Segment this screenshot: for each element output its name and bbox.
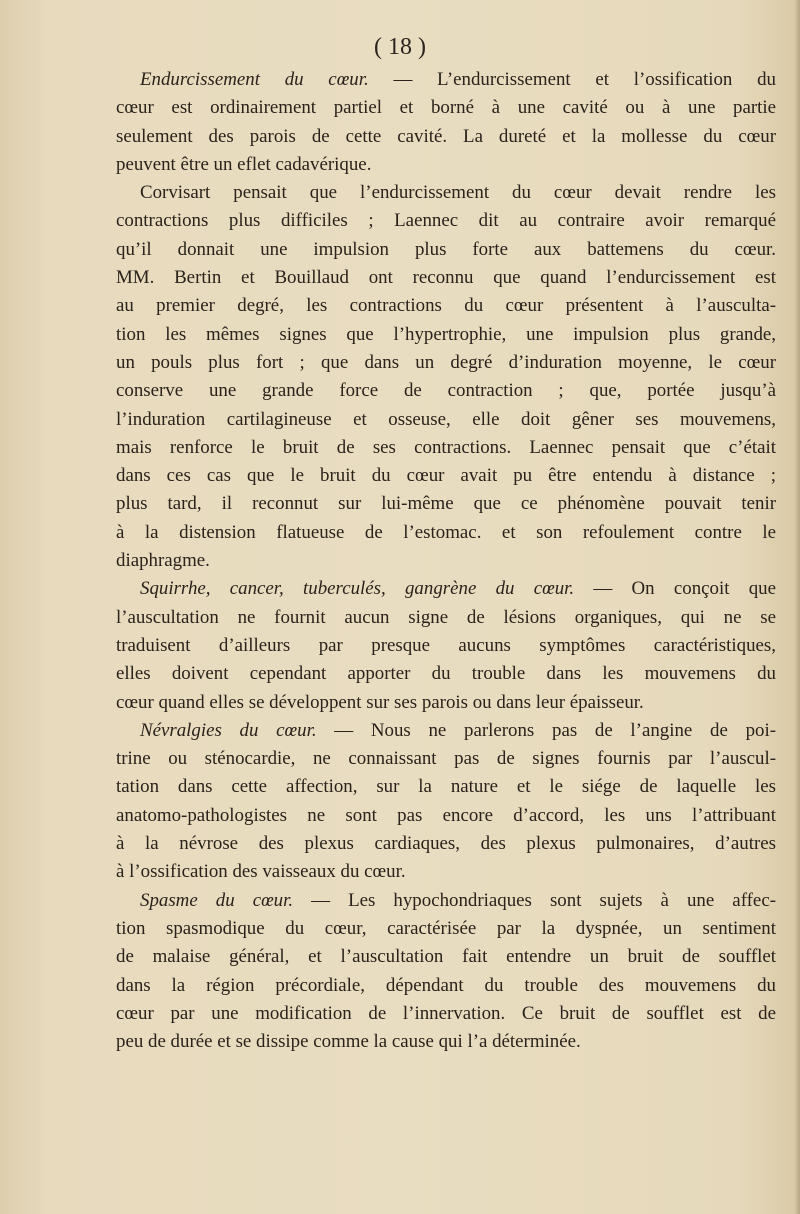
text-line <box>116 321 776 349</box>
line-text: tion spasmodique du cœur, caractérisée par la dyspnée, un sentiment <box>116 917 776 939</box>
section-heading: Spasme du cœur. <box>140 889 294 911</box>
line-text: plus tard, il reconnut sur lui-même que ce phénomène pouvait tenir <box>116 493 776 515</box>
text-line <box>116 632 776 660</box>
line-text: Corvisart pensait que l’endurcissement du cœur devait rendre les <box>140 182 776 204</box>
paragraph <box>116 179 776 575</box>
line-text: un pouls plus fort ; que dans un degré d’induration moyenne, le cœur <box>116 351 776 373</box>
line-text: de malaise général, et l’auscultation fait entendre un bruit de soufflet <box>116 946 776 968</box>
line-text: elles doivent cependant apporter du trouble dans les mouvemens du <box>116 663 776 685</box>
line-text: — On conçoit que <box>574 578 776 600</box>
text-line <box>116 462 776 490</box>
text-line <box>116 292 776 320</box>
line-text: qu’il donnait une impulsion plus forte aux battemens du cœur. <box>116 238 776 260</box>
line-text: peu de durée et se dissipe comme la cause qui l’a déterminée. <box>116 1031 581 1053</box>
line-text: conserve une grande force de contraction ; que, portée jusqu’à <box>116 380 776 402</box>
line-text: — Les hypochondriaques sont sujets à une affec- <box>293 889 776 911</box>
text-line <box>116 377 776 405</box>
line-text: cœur est ordinairement partiel et borné à une cavité ou à une partie <box>116 97 776 119</box>
text-line <box>116 858 776 886</box>
section-heading: Squirrhe, cancer, tuberculés, gangrène du cœur. <box>140 578 575 600</box>
text-line <box>116 689 776 717</box>
text-line <box>116 717 776 745</box>
text-line <box>116 434 776 462</box>
text-line <box>116 207 776 235</box>
line-text: tion les mêmes signes que l’hypertrophie, une impulsion plus grande, <box>116 323 776 345</box>
line-text: traduisent d’ailleurs par presque aucuns symptômes caractéristiques, <box>116 634 776 656</box>
text-line <box>116 406 776 434</box>
line-text: cœur quand elles se développent sur ses parois ou dans leur épaisseur. <box>116 691 644 713</box>
text-line <box>116 1000 776 1028</box>
line-text: MM. Bertin et Bouillaud ont reconnu que quand l’endurcissement est <box>116 267 776 289</box>
line-text: — L’endurcissement et l’ossification du <box>368 69 776 90</box>
text-line <box>116 887 776 915</box>
line-text: l’induration cartilagineuse et osseuse, elle doit gêner ses mouvemens, <box>116 408 776 430</box>
text-line <box>116 179 776 207</box>
line-text: dans ces cas que le bruit du cœur avait pu être entendu à distance ; <box>116 465 776 487</box>
text-line <box>116 349 776 377</box>
line-text: l’auscultation ne fournit aucun signe de lésions organiques, qui ne se <box>116 606 776 628</box>
text-line <box>116 151 776 179</box>
text-line <box>116 660 776 688</box>
paragraph <box>116 887 776 1057</box>
body-text <box>116 66 776 1056</box>
paragraph <box>116 575 776 716</box>
text-line <box>116 745 776 773</box>
section-heading: Névralgies du cœur. <box>140 719 317 741</box>
text-line <box>116 773 776 801</box>
text-line <box>116 972 776 1000</box>
paragraph <box>116 66 776 179</box>
text-line <box>116 490 776 518</box>
text-line <box>116 264 776 292</box>
line-text: seulement des parois de cette cavité. La dureté et la mollesse du cœur <box>116 125 776 147</box>
line-text: cœur par une modification de l’innervation. Ce bruit de soufflet est de <box>116 1002 776 1024</box>
text-line <box>116 915 776 943</box>
text-line <box>116 604 776 632</box>
text-line <box>116 575 776 603</box>
line-text: dans la région précordiale, dépendant du trouble des mouvemens du <box>116 974 776 996</box>
line-text: tation dans cette affection, sur la nature et le siége de laquelle les <box>116 776 776 798</box>
page-number: ( 18 ) <box>374 34 426 60</box>
text-line <box>116 802 776 830</box>
line-text: à l’ossification des vaisseaux du cœur. <box>116 861 406 883</box>
text-line <box>116 547 776 575</box>
line-text: à la névrose des plexus cardiaques, des plexus pulmonaires, d’autres <box>116 833 776 855</box>
line-text: au premier degré, les contractions du cœur présentent à l’ausculta- <box>116 295 776 317</box>
text-line <box>116 94 776 122</box>
text-line <box>116 519 776 547</box>
page-edge-shadow <box>794 0 800 1214</box>
paragraph <box>116 717 776 887</box>
line-text: à la distension flatueuse de l’estomac. et son refoulement contre le <box>116 521 776 543</box>
line-text: mais renforce le bruit de ses contractions. Laennec pensait que c’était <box>116 436 776 458</box>
line-text: peuvent être un eflet cadavérique. <box>116 153 372 175</box>
text-line <box>116 123 776 151</box>
line-text: contractions plus difficiles ; Laennec dit au contraire avoir remarqué <box>116 210 776 232</box>
text-line <box>116 830 776 858</box>
text-line <box>116 236 776 264</box>
line-text: — Nous ne parlerons pas de l’angine de poi- <box>316 719 776 741</box>
line-text: diaphragme. <box>116 550 210 572</box>
line-text: anatomo-pathologistes ne sont pas encore d’accord, les uns l’attribuant <box>116 804 776 826</box>
text-line <box>116 66 776 94</box>
section-heading: Endurcissement du cœur. <box>140 69 369 90</box>
line-text: trine ou sténocardie, ne connaissant pas de signes fournis par l’auscul- <box>116 748 776 770</box>
text-line <box>116 943 776 971</box>
text-line <box>116 1028 776 1056</box>
